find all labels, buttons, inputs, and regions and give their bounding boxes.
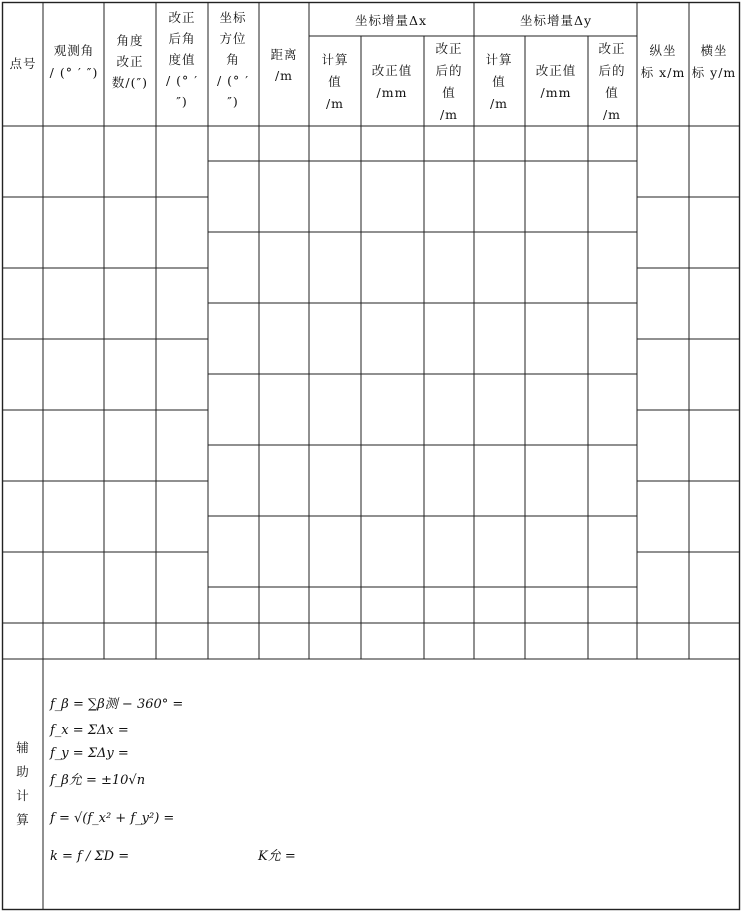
- formula-f-beta: f_β = ∑β测 − 360° =: [50, 697, 184, 712]
- svg-text:/m: /m: [489, 96, 509, 111]
- svg-text:计算: 计算: [485, 52, 513, 67]
- header-north-coord: [641, 43, 686, 80]
- svg-text:后的: 后的: [435, 63, 463, 78]
- header-observed-angle: [50, 43, 99, 80]
- header-dy-correction: [536, 63, 577, 100]
- formula-k-allow: K允 =: [258, 849, 296, 864]
- svg-text:/ (° ′: / (° ′: [165, 73, 199, 88]
- svg-text:后的: 后的: [598, 63, 626, 78]
- svg-text:纵坐: 纵坐: [649, 43, 677, 58]
- formula-f-total: f = √(f_x² + f_y²) =: [50, 811, 175, 826]
- svg-text:改正值: 改正值: [535, 63, 577, 78]
- header-dx-calc: [321, 52, 348, 111]
- svg-text:算: 算: [16, 812, 30, 827]
- svg-text:标 x/m: 标 x/m: [640, 65, 686, 80]
- svg-text:值: 值: [328, 74, 342, 89]
- svg-text:计算: 计算: [321, 52, 349, 67]
- svg-text:改正: 改正: [435, 41, 463, 56]
- svg-text:方位: 方位: [219, 31, 247, 46]
- header-dx-group: 坐标增量Δx: [354, 13, 428, 28]
- header-angle-correction: [112, 33, 148, 90]
- svg-text:改正: 改正: [168, 10, 196, 25]
- svg-text:横坐: 横坐: [700, 43, 728, 58]
- svg-text:/m: /m: [325, 96, 345, 111]
- svg-text:角: 角: [226, 52, 240, 67]
- header-dy-group: 坐标增量Δy: [519, 13, 593, 28]
- header-east-coord: [692, 43, 737, 80]
- svg-text:计: 计: [16, 788, 30, 803]
- svg-text:/mm: /mm: [376, 85, 408, 100]
- svg-text:/mm: /mm: [540, 85, 572, 100]
- table-header: [9, 10, 736, 122]
- svg-text:坐标: 坐标: [219, 10, 247, 25]
- header-dx-corrected: [435, 41, 462, 122]
- svg-text:″): ″): [176, 94, 188, 109]
- header-distance: [270, 47, 297, 83]
- svg-text:/ (° ′ ″): / (° ′ ″): [49, 65, 99, 80]
- svg-text:助: 助: [16, 764, 30, 779]
- svg-text:观测角: 观测角: [53, 43, 95, 58]
- formula-f-beta-allow: f_β允 = ±10√n: [50, 773, 146, 788]
- header-dy-calc: [485, 52, 512, 111]
- svg-text:/m: /m: [439, 107, 459, 122]
- svg-text:改正值: 改正值: [371, 63, 413, 78]
- formula-k: k = f / ΣD =: [50, 849, 130, 864]
- aux-label: [16, 740, 30, 827]
- svg-text:/ (° ′: / (° ′: [216, 73, 250, 88]
- svg-text:值: 值: [492, 74, 506, 89]
- formula-f-y: f_y = ΣΔy =: [50, 746, 129, 761]
- header-azimuth: [217, 10, 249, 109]
- svg-text:数/(″): 数/(″): [111, 75, 149, 90]
- svg-text:″): ″): [227, 94, 239, 109]
- svg-text:角度: 角度: [116, 33, 144, 48]
- header-dx-correction: [372, 63, 413, 100]
- svg-text:值: 值: [605, 85, 619, 100]
- header-point: 点号: [9, 56, 37, 71]
- header-dy-corrected: [598, 41, 625, 122]
- svg-text:标 y/m: 标 y/m: [691, 65, 737, 80]
- svg-text:度值: 度值: [168, 52, 196, 67]
- svg-text:改正: 改正: [598, 41, 626, 56]
- svg-text:改正: 改正: [116, 54, 144, 69]
- header-corrected-angle: [166, 10, 198, 109]
- formula-f-x: f_x = ΣΔx =: [50, 723, 129, 738]
- svg-text:值: 值: [442, 85, 456, 100]
- svg-text:距离: 距离: [270, 47, 298, 62]
- svg-text:后角: 后角: [168, 31, 196, 46]
- svg-text:辅: 辅: [16, 740, 30, 755]
- aux-calculation: [16, 697, 296, 864]
- svg-text:/m: /m: [274, 68, 294, 83]
- svg-text:/m: /m: [602, 107, 622, 122]
